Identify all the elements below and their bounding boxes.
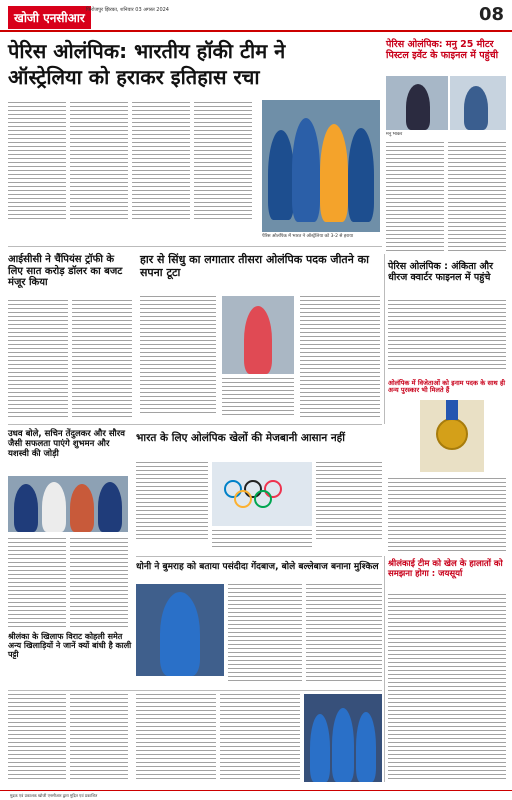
manu-headline: पेरिस ओलंपिक: मनु 25 मीटर पिस्टल इवेंट के फाइनल में पहुंची: [386, 39, 499, 61]
srilanka-body-col4: [220, 694, 300, 782]
sachin-sourav-photo: [8, 476, 128, 532]
icc-body-col1: [8, 300, 68, 418]
bumrah-photo: [136, 584, 224, 676]
footer-imprint: मुद्रक एवं प्रकाशक खोजी एनसीआर द्वारा मुद्रित एवं प्रकाशित: [0, 790, 512, 800]
hockey-headline-line1: पेरिस ओलंपिक: भारतीय हॉकी टीम ने: [8, 39, 286, 63]
manu-photo-caption: मनु भाकर: [386, 132, 403, 137]
hockey-body-col2: [70, 102, 128, 222]
india-host-headline: भारत के लिए ओलंपिक खेलों की मेजबानी आसान नहीं: [136, 432, 345, 444]
india-host-body-col2: [316, 462, 382, 542]
masthead: [0, 0, 512, 32]
sindhu-headline: हार से सिंधु का लगातार तीसरा ओलंपिक पदक जीतने का सपना टूटा: [140, 253, 369, 279]
sindhu-body-col3: [300, 296, 380, 418]
olympic-rings-photo: [212, 462, 312, 526]
icc-headline: आईसीसी ने चैंपियंस ट्रॉफी के लिए सात करोड़ डॉलर का बजट मंजूर किया: [8, 254, 123, 288]
icc-body-col2: [72, 300, 132, 418]
bumrah-body-col1: [228, 584, 302, 684]
olympic-prize-headline: ओलंपिक में विजेताओं को इनाम पदक के साथ ही अन्य पुरस्कार भी मिलते हैं: [388, 379, 506, 395]
srilanka-body-col3: [136, 694, 216, 782]
manu-body-col1: [386, 142, 444, 252]
page-number: 08: [478, 4, 504, 25]
udhav-body-col1: [8, 538, 66, 628]
manu-body-col2: [448, 142, 506, 252]
india-host-body-col1: [136, 462, 208, 542]
hockey-photo-caption: पेरिस ओलंपिक में भारत ने ऑस्ट्रेलिया को 3-2 से हराया: [262, 234, 354, 239]
archery-body: [388, 300, 506, 372]
sindhu-photo: [222, 296, 294, 374]
manu-bhaker-photo: [386, 76, 448, 130]
india-host-body-col3: [212, 530, 312, 548]
sindhu-body-col2: [222, 378, 294, 418]
medal-photo: [420, 400, 484, 472]
srilanka-team-body: [388, 594, 506, 782]
olympic-prize-body: [388, 478, 506, 552]
hockey-body-col4: [194, 102, 252, 222]
srilanka-body-col1: [8, 694, 66, 782]
srilanka-team-headline: श्रीलंकाई टीम को खेल के हालातों को समझना होगा : जयसूर्या: [388, 559, 503, 579]
manu-shooting-photo: [450, 76, 506, 130]
udhav-headline: उधव बोले, सचिन तेंदुलकर और सौरव जैसी सफलता पाएंगे शुभमन और यशस्वी की जोड़ी: [8, 429, 125, 459]
sindhu-body-col1: [140, 296, 216, 416]
udhav-body-col2: [70, 538, 128, 628]
hockey-team-photo: [262, 100, 380, 232]
dateline: फिरोजपुर झिरका, शनिवार 03 अगस्त 2024: [86, 7, 169, 13]
bumrah-body-col2: [306, 584, 382, 684]
newspaper-logo: खोजी एनसीआर: [8, 6, 91, 29]
hockey-body-col3: [132, 102, 190, 222]
hockey-body-col1: [8, 102, 66, 222]
bumrah-headline: धोनी ने बुमराह को बताया पसंदीदा गेंदबाज, बोले बल्लेबाज बनाना मुश्किल: [136, 562, 379, 572]
hockey-headline-line2: ऑस्ट्रेलिया को हराकर इतिहास रचा: [8, 65, 260, 89]
team-india-photo: [304, 694, 382, 782]
srilanka-headline: श्रीलंका के खिलाफ विराट कोहली समेत अन्य खिलाड़ियों ने जानें क्यों बांधी है काली पट्टी: [8, 632, 132, 660]
archery-headline: पेरिस ओलंपिक : अंकिता और धीरज क्वार्टर फाइनल में पहुंचे: [388, 261, 493, 283]
srilanka-body-col2: [70, 694, 128, 782]
